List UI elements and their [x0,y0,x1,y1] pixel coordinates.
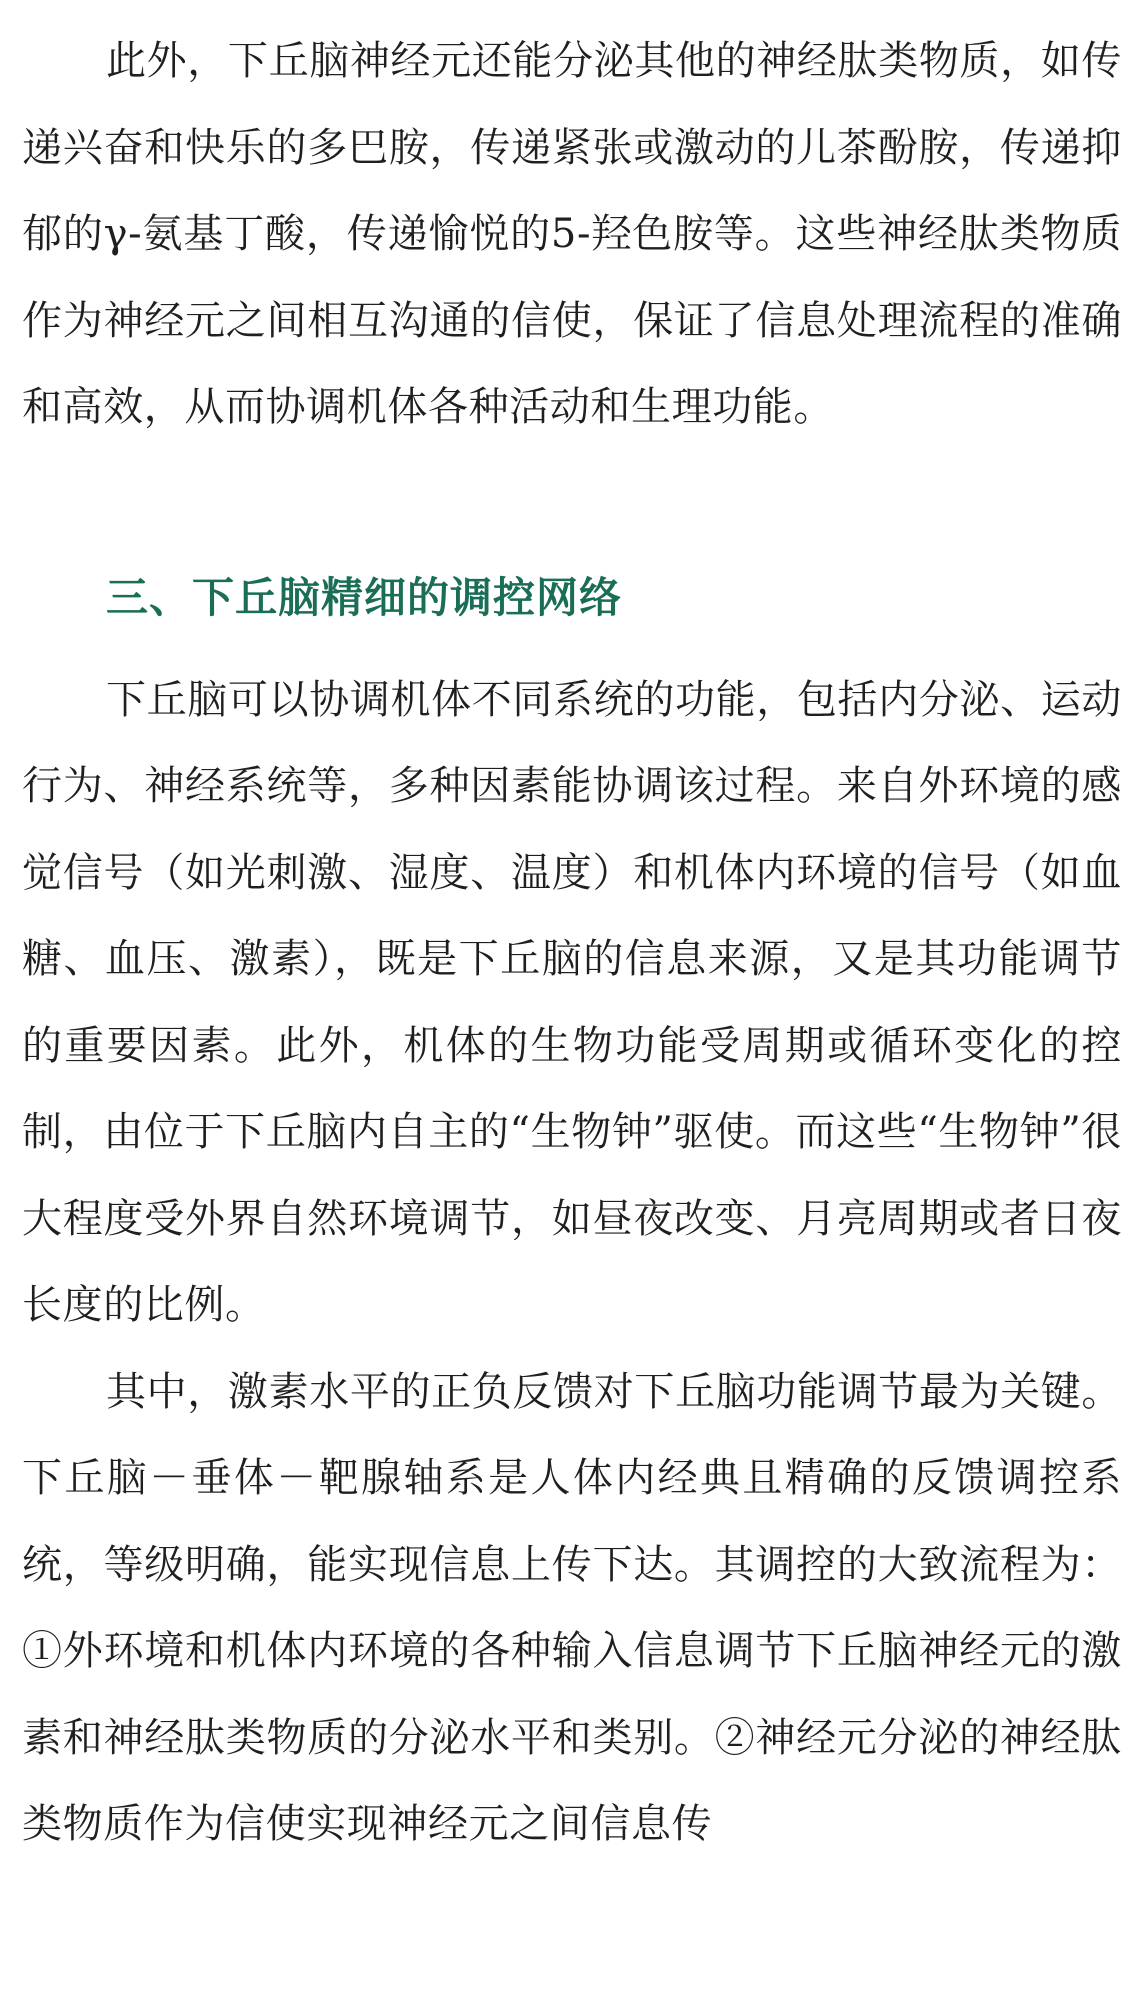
paragraph-hypothalamus-coordination: 下丘脑可以协调机体不同系统的功能，包括内分泌、运动行为、神经系统等，多种因素能协调该过程。来自外环境的感觉信号（如光刺激、湿度、温度）和机体内环境的信号（如血糖、血压、激素），既是下丘脑的信息来源，又是其功能调节的重要因素。此外，机体的生物功能受周期或循环变化的控制，由位于下丘脑内自主的“生物钟”驱使。而这些“生物钟”很大程度受外界自然环境调节，如昼夜改变、月亮周期或者日夜长度的比例。 [22,676,1122,1328]
paragraph-hormone-feedback: 其中，激素水平的正负反馈对下丘脑功能调节最为关键。下丘脑－垂体－靶腺轴系是人体内经典且精确的反馈调控系统，等级明确，能实现信息上传下达。其调控的大致流程为：①外环境和机体内环境的各种输入信息调节下丘脑神经元的激素和神经肽类物质的分泌水平和类别。②神经元分泌的神经肽类物质作为信使实现神经元之间信息传 [22,1368,1122,1847]
section-heading: 三、下丘脑精细的调控网络 [106,572,623,622]
paragraph-neuropeptides: 此外，下丘脑神经元还能分泌其他的神经肽类物质，如传递兴奋和快乐的多巴胺，传递紧张或激动的儿茶酚胺，传递抑郁的γ-氨基丁酸，传递愉悦的5-羟色胺等。这些神经肽类物质作为神经元之间相互沟通的信使，保证了信息处理流程的准确和高效，从而协调机体各种活动和生理功能。 [22,38,1122,430]
